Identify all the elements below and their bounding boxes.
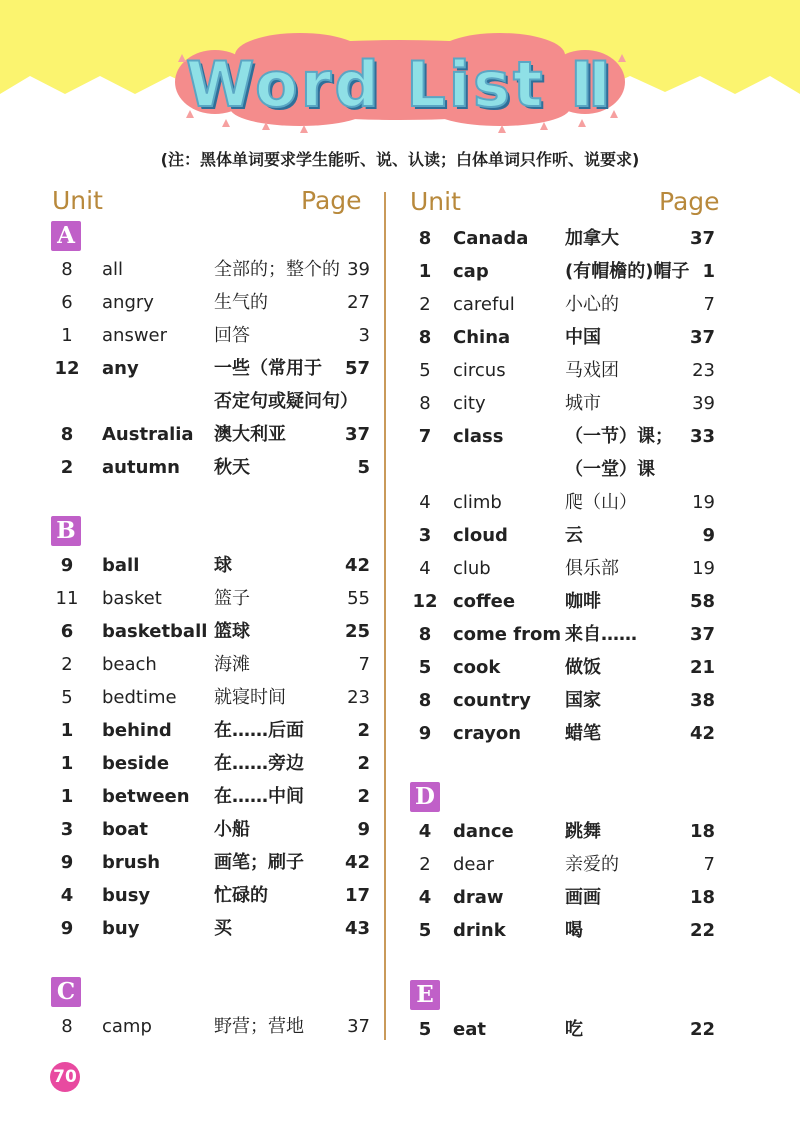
chinese-meaning: 球 — [214, 555, 232, 576]
unit-number: 6 — [61, 292, 73, 313]
section-letter-c: C — [51, 977, 81, 1007]
unit-number: 8 — [418, 228, 432, 249]
english-word: all — [102, 259, 124, 280]
word-entry-a — [62, 256, 372, 284]
page-ref: 42 — [344, 852, 370, 873]
chinese-meaning: 在……旁边 — [214, 753, 304, 774]
unit-number: 2 — [419, 294, 431, 315]
word-entry-b — [62, 849, 372, 877]
word-entry-d — [413, 917, 723, 945]
word-entry-b — [62, 651, 372, 679]
unit-number: 9 — [60, 918, 74, 939]
page-ref: 58 — [689, 591, 715, 612]
page-ref: 27 — [347, 292, 370, 313]
chinese-meaning: 忙碌的 — [214, 885, 268, 906]
page-ref: 18 — [689, 887, 715, 908]
chinese-meaning: 在……后面 — [214, 720, 304, 741]
page-ref: 2 — [357, 720, 370, 741]
unit-number: 8 — [418, 690, 432, 711]
page-title: Word List Ⅱ — [185, 48, 615, 121]
chinese-meaning: (有帽檐的)帽子 — [565, 261, 690, 282]
english-word: country — [453, 690, 531, 711]
word-entry-a — [62, 454, 372, 482]
word-entry-d — [413, 818, 723, 846]
page-ref: 43 — [344, 918, 370, 939]
word-entry-c — [413, 357, 723, 385]
unit-number: 5 — [418, 657, 432, 678]
word-entry-c — [413, 555, 723, 583]
english-word: come from — [453, 624, 562, 645]
english-word: brush — [102, 852, 161, 873]
chinese-meaning: 吃 — [565, 1019, 583, 1040]
page-ref: 23 — [347, 687, 370, 708]
unit-number: 8 — [61, 259, 73, 280]
chinese-meaning: 城市 — [565, 393, 601, 414]
unit-number: 1 — [60, 753, 74, 774]
section-letter-e: E — [410, 980, 440, 1010]
word-entry-b — [62, 717, 372, 745]
english-word: basket — [102, 588, 162, 609]
unit-number: 3 — [418, 525, 432, 546]
chinese-meaning: 生气的 — [214, 292, 268, 313]
word-entry-a — [62, 322, 372, 350]
english-word: class — [453, 426, 504, 447]
chinese-meaning: 全部的；整个的 — [214, 259, 340, 280]
chinese-meaning: 做饭 — [565, 657, 601, 678]
english-word: Australia — [102, 424, 194, 445]
word-entry-a — [62, 421, 372, 449]
chinese-meaning: 跳舞 — [565, 821, 601, 842]
unit-number: 8 — [418, 624, 432, 645]
page-ref: 37 — [689, 327, 715, 348]
english-word: behind — [102, 720, 172, 741]
english-word: cloud — [453, 525, 508, 546]
page-ref: 37 — [347, 1016, 370, 1037]
unit-number: 8 — [60, 424, 74, 445]
english-word: drink — [453, 920, 506, 941]
word-entry-c — [62, 1013, 372, 1041]
unit-number: 9 — [418, 723, 432, 744]
page-ref: 9 — [702, 525, 715, 546]
word-entry-b — [55, 585, 372, 613]
unit-number: 5 — [419, 360, 431, 381]
right-unit-header: Unit — [410, 187, 461, 216]
word-entry-c — [413, 522, 723, 550]
page-ref: 42 — [344, 555, 370, 576]
section-letter-b: B — [51, 516, 81, 546]
english-word: angry — [102, 292, 154, 313]
chinese-meaning: 云 — [565, 525, 583, 546]
english-word: boat — [102, 819, 149, 840]
chinese-meaning: 国家 — [565, 690, 601, 711]
word-entry-b — [62, 750, 372, 778]
unit-number: 1 — [60, 786, 74, 807]
english-word: club — [453, 558, 491, 579]
word-entry-c — [413, 390, 723, 418]
word-entry-c — [413, 654, 723, 682]
word-entry-a — [54, 355, 372, 412]
unit-number: 2 — [61, 654, 73, 675]
chinese-meaning: 来自…… — [565, 624, 637, 645]
page-ref: 37 — [689, 624, 715, 645]
unit-number: 12 — [54, 358, 80, 379]
chinese-meaning: （一节）课； — [565, 426, 673, 447]
unit-number: 9 — [60, 555, 74, 576]
word-entry-c — [413, 291, 723, 319]
chinese-meaning: 咖啡 — [565, 591, 601, 612]
word-entry-c — [413, 225, 723, 253]
page-number-badge: 70 — [50, 1062, 80, 1092]
word-entry-c — [413, 687, 723, 715]
chinese-meaning: 蜡笔 — [565, 723, 601, 744]
unit-number: 5 — [418, 1019, 432, 1040]
page-ref: 42 — [689, 723, 715, 744]
english-word: bedtime — [102, 687, 177, 708]
english-word: buy — [102, 918, 140, 939]
chinese-meaning: 画笔；刷子 — [214, 852, 304, 873]
unit-number: 4 — [418, 821, 432, 842]
english-word: dear — [453, 854, 494, 875]
english-word: climb — [453, 492, 502, 513]
unit-number: 5 — [61, 687, 73, 708]
english-word: China — [453, 327, 511, 348]
english-word: circus — [453, 360, 506, 381]
chinese-meaning-continued: 否定句或疑问句） — [214, 391, 358, 412]
english-word: cap — [453, 261, 489, 282]
word-entry-c — [413, 324, 723, 352]
english-word: cook — [453, 657, 501, 678]
unit-number: 9 — [60, 852, 74, 873]
word-entry-d — [413, 884, 723, 912]
word-entry-b — [62, 816, 372, 844]
chinese-meaning: 海滩 — [214, 654, 250, 675]
english-word: busy — [102, 885, 151, 906]
english-word: basketball — [102, 621, 208, 642]
page-ref: 39 — [692, 393, 715, 414]
section-letter-a: A — [51, 221, 81, 251]
english-word: beside — [102, 753, 170, 774]
page-ref: 18 — [689, 821, 715, 842]
english-word: ball — [102, 555, 140, 576]
unit-number: 4 — [418, 887, 432, 908]
page-ref: 38 — [689, 690, 715, 711]
chinese-meaning: 喝 — [565, 920, 583, 941]
english-word: autumn — [102, 457, 180, 478]
chinese-meaning: 野营；营地 — [214, 1016, 304, 1037]
chinese-meaning: 篮子 — [214, 588, 250, 609]
chinese-meaning: 在……中间 — [214, 786, 304, 807]
chinese-meaning: 就寝时间 — [214, 687, 286, 708]
unit-number: 8 — [61, 1016, 73, 1037]
english-word: between — [102, 786, 190, 807]
page-ref: 7 — [703, 294, 715, 315]
word-entry-c — [413, 720, 723, 748]
english-word: eat — [453, 1019, 486, 1040]
english-word: any — [102, 358, 139, 379]
english-word: draw — [453, 887, 504, 908]
unit-number: 8 — [419, 393, 431, 414]
column-divider — [384, 192, 386, 1040]
unit-number: 8 — [418, 327, 432, 348]
page-ref: 39 — [347, 259, 370, 280]
word-entry-a — [62, 289, 372, 317]
word-entry-b — [62, 684, 372, 712]
word-entry-c — [413, 588, 723, 616]
page-ref: 57 — [344, 358, 370, 379]
page-ref: 33 — [689, 426, 715, 447]
unit-number: 4 — [419, 558, 431, 579]
section-letter-d: D — [410, 782, 440, 812]
word-entry-b — [62, 915, 372, 943]
chinese-meaning: 澳大利亚 — [214, 424, 286, 445]
unit-number: 2 — [419, 854, 431, 875]
english-word: camp — [102, 1016, 152, 1037]
page-ref: 19 — [692, 492, 715, 513]
chinese-meaning: 马戏团 — [565, 360, 619, 381]
chinese-meaning-continued: （一堂）课 — [565, 459, 655, 480]
chinese-meaning: 加拿大 — [565, 228, 619, 249]
page-ref: 22 — [689, 1019, 715, 1040]
page-ref: 21 — [689, 657, 715, 678]
word-entry-b — [62, 618, 372, 646]
word-entry-c — [413, 621, 723, 649]
chinese-meaning: 小船 — [214, 819, 250, 840]
unit-number: 12 — [412, 591, 438, 612]
word-entry-d — [413, 851, 723, 879]
page-ref: 2 — [357, 753, 370, 774]
page-ref: 22 — [689, 920, 715, 941]
english-word: careful — [453, 294, 515, 315]
unit-number: 3 — [60, 819, 74, 840]
unit-number: 1 — [61, 325, 73, 346]
unit-number: 7 — [418, 426, 432, 447]
page-ref: 23 — [692, 360, 715, 381]
english-word: crayon — [453, 723, 522, 744]
chinese-meaning: 一些（常用于 — [214, 358, 322, 379]
unit-number: 1 — [418, 261, 432, 282]
english-word: answer — [102, 325, 168, 346]
unit-number: 1 — [60, 720, 74, 741]
chinese-meaning: 画画 — [565, 887, 601, 908]
word-entry-c — [413, 489, 723, 517]
chinese-meaning: 爬（山） — [565, 492, 637, 513]
english-word: Canada — [453, 228, 529, 249]
page-ref: 2 — [357, 786, 370, 807]
page-ref: 25 — [344, 621, 370, 642]
instruction-note: (注：黑体单词要求学生能听、说、认读；白体单词只作听、说要求) — [160, 150, 640, 169]
chinese-meaning: 俱乐部 — [565, 558, 619, 579]
english-word: coffee — [453, 591, 516, 612]
word-entry-e — [413, 1016, 723, 1044]
page-ref: 19 — [692, 558, 715, 579]
right-page-header: Page — [659, 187, 720, 216]
english-word: beach — [102, 654, 157, 675]
word-entry-b — [62, 783, 372, 811]
english-word: dance — [453, 821, 514, 842]
page-ref: 9 — [357, 819, 370, 840]
unit-number: 4 — [419, 492, 431, 513]
unit-number: 11 — [55, 588, 79, 609]
word-entry-b — [62, 882, 372, 910]
unit-number: 5 — [418, 920, 432, 941]
chinese-meaning: 中国 — [565, 327, 601, 348]
page-ref: 5 — [357, 457, 370, 478]
left-page-header: Page — [301, 186, 362, 215]
left-unit-header: Unit — [52, 186, 103, 215]
english-word: city — [453, 393, 486, 414]
chinese-meaning: 回答 — [214, 325, 250, 346]
page-ref: 7 — [703, 854, 715, 875]
chinese-meaning: 买 — [214, 918, 232, 939]
word-entry-b — [62, 552, 372, 580]
word-entry-c — [413, 423, 723, 480]
page-ref: 1 — [702, 261, 715, 282]
chinese-meaning: 秋天 — [214, 457, 250, 478]
page-ref: 3 — [358, 325, 370, 346]
chinese-meaning: 亲爱的 — [565, 854, 619, 875]
chinese-meaning: 篮球 — [214, 621, 250, 642]
chinese-meaning: 小心的 — [565, 294, 619, 315]
page-ref: 17 — [344, 885, 370, 906]
page-ref: 7 — [358, 654, 370, 675]
unit-number: 4 — [60, 885, 74, 906]
unit-number: 6 — [60, 621, 74, 642]
word-entry-c — [413, 258, 723, 286]
page-ref: 37 — [689, 228, 715, 249]
unit-number: 2 — [60, 457, 74, 478]
page-ref: 37 — [344, 424, 370, 445]
page-ref: 55 — [347, 588, 370, 609]
